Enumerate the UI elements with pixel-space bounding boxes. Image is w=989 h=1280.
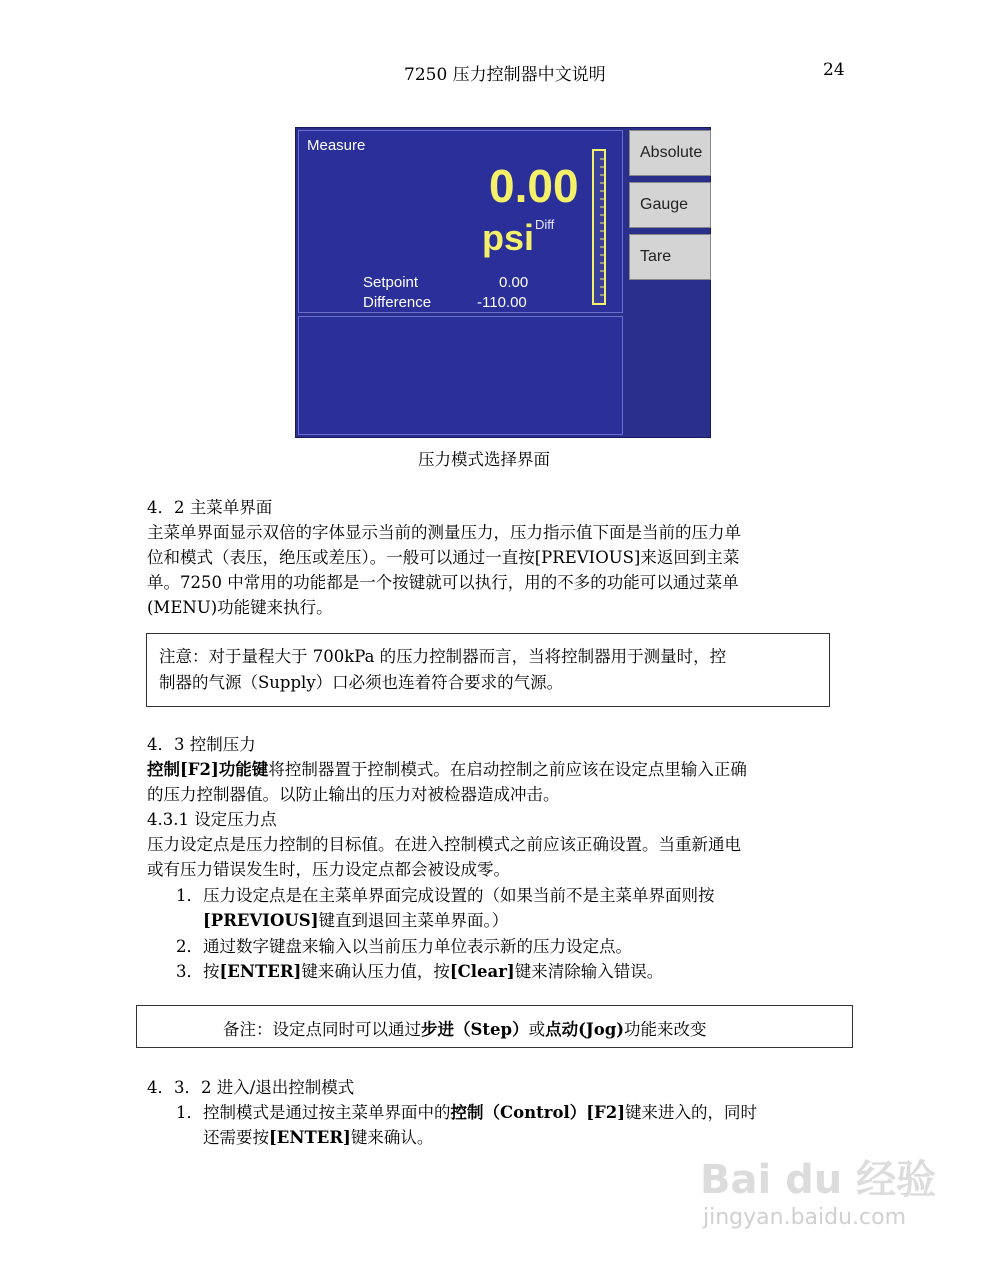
list-item-number: 2． (176, 937, 203, 956)
measure-panel (298, 130, 623, 313)
note-line: 注意：对于量程大于 700kPa 的压力控制器而言，当将控制器用于测量时，控 (159, 647, 727, 666)
section-4-3-heading: 4．3 控制压力 (147, 735, 256, 754)
pressure-bar-graph (592, 149, 606, 305)
list-item: [PREVIOUS]键直到退回主菜单界面。） (203, 911, 509, 930)
document-title: 7250 压力控制器中文说明 (404, 65, 606, 85)
setpoint-value: 0.00 (499, 274, 529, 291)
unit-mode-label: Diff (535, 217, 555, 232)
paragraph-line: 控制[F2]功能键将控制器置于控制模式。在启动控制之前应该在设定点里输入正确 (147, 760, 747, 779)
remark-line: 备注：设定点同时可以通过步进（Step）或点动(Jog)功能来改变 (223, 1020, 707, 1039)
list-item-number: 1． (176, 886, 203, 905)
difference-label: Difference (363, 294, 432, 311)
measure-label: Measure (307, 137, 366, 154)
watermark-url: jingyan.baidu.com (703, 1205, 907, 1230)
section-4-3-2-heading: 4．3．2 进入/退出控制模式 (147, 1078, 355, 1097)
paragraph-line: 或有压力错误发生时，压力设定点都会被设成零。 (147, 860, 510, 879)
pressure-value: 0.00 (489, 160, 579, 212)
gauge-button[interactable]: Gauge (629, 182, 711, 228)
list-item: 压力设定点是在主菜单界面完成设置的（如果当前不是主菜单界面则按 (203, 886, 715, 905)
section-4-2-heading: 4．2 主菜单界面 (147, 498, 273, 517)
pressure-controller-screen (295, 127, 711, 438)
tare-button[interactable]: Tare (629, 234, 711, 280)
section-4-3-1-heading: 4.3.1 设定压力点 (147, 810, 277, 829)
list-item-number: 3． (176, 962, 203, 981)
list-item: 还需要按[ENTER]键来确认。 (203, 1128, 434, 1147)
page-number: 24 (823, 60, 845, 80)
list-item-number: 1． (176, 1103, 203, 1122)
list-item: 按[ENTER]键来确认压力值，按[Clear]键来清除输入错误。 (203, 962, 664, 981)
paragraph-line: 位和模式（表压，绝压或差压）。一般可以通过一直按[PREVIOUS]来返回到主菜 (147, 548, 740, 567)
remark-box (136, 1005, 853, 1048)
list-item: 通过数字键盘来输入以当前压力单位表示新的压力设定点。 (203, 937, 632, 956)
paragraph-line: 单。7250 中常用的功能都是一个按键就可以执行，用的不多的功能可以通过菜单 (147, 573, 739, 592)
list-item: 控制模式是通过按主菜单界面中的控制（Control）[F2]键来进入的，同时 (203, 1103, 758, 1122)
difference-value: -110.00 (477, 294, 527, 311)
pressure-unit: psi (482, 217, 535, 258)
figure-caption: 压力模式选择界面 (418, 450, 550, 469)
lower-panel (298, 316, 623, 435)
paragraph-line: 的压力控制器值。以防止输出的压力对被检器造成冲击。 (147, 785, 560, 804)
note-box (146, 633, 830, 707)
paragraph-line: (MENU)功能键来执行。 (147, 598, 333, 617)
absolute-button[interactable]: Absolute (629, 130, 711, 176)
baidu-watermark-logo: Bai du 经验 (700, 1157, 937, 1203)
paragraph-line: 压力设定点是压力控制的目标值。在进入控制模式之前应该正确设置。当重新通电 (147, 835, 741, 854)
paragraph-line: 主菜单界面显示双倍的字体显示当前的测量压力，压力指示值下面是当前的压力单 (147, 523, 741, 542)
setpoint-label: Setpoint (363, 274, 419, 291)
note-line: 制器的气源（Supply）口必须也连着符合要求的气源。 (159, 673, 564, 692)
